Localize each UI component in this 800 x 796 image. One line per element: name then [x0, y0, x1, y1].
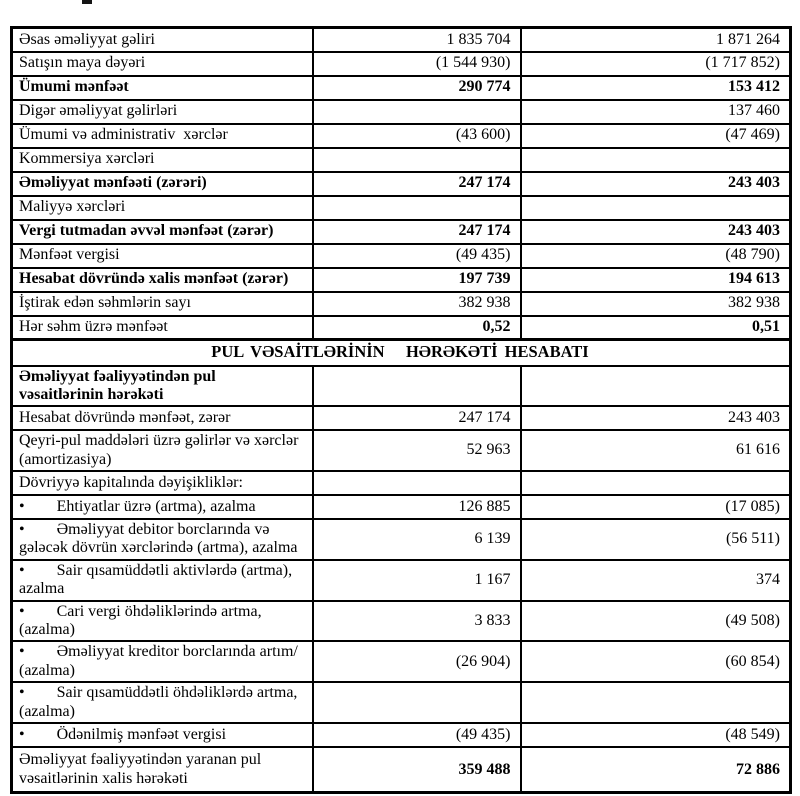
- value-period2: 243 403: [521, 172, 791, 196]
- value-period2: (48 790): [521, 244, 791, 268]
- row-label: Əməliyyat fəaliyyətindən pul vəsaitlərinin hərəkəti: [12, 366, 313, 407]
- row-label: Əməliyyat fəaliyyətindən yaranan pul vəsaitlərinin xalis hərəkəti: [12, 747, 313, 793]
- value-period1: (43 600): [313, 124, 521, 148]
- table-row-total: [12, 220, 791, 244]
- table-row-total: [12, 172, 791, 196]
- row-label: Mənfəət vergisi: [12, 244, 313, 268]
- row-label: Vergi tutmadan əvvəl mənfəət (zərər): [12, 220, 313, 244]
- value-period1: 290 774: [313, 76, 521, 100]
- cropped-text-fragment: [82, 0, 92, 4]
- value-period1: 247 174: [313, 406, 521, 430]
- value-period1: 197 739: [313, 268, 521, 292]
- row-label: Ümumi və administrativ xərclər: [12, 124, 313, 148]
- section-title: PUL VƏSAİTLƏRİNİN HƏRƏKƏTİ HESABATI: [12, 340, 791, 366]
- table-row-bullet: [12, 723, 791, 747]
- table-row: [12, 430, 791, 471]
- value-period2: (56 511): [521, 519, 791, 560]
- row-label: Əsas əməliyyat gəliri: [12, 28, 313, 52]
- value-period1: [313, 100, 521, 124]
- row-label: Kommersiya xərcləri: [12, 148, 313, 172]
- table-row: [12, 471, 791, 495]
- row-label: Qeyri-pul maddələri üzrə gəlirlər və xərclər (amortizasiya): [12, 430, 313, 471]
- value-period1: [313, 682, 521, 723]
- row-label: İştirak edən səhmlərin sayı: [12, 292, 313, 316]
- value-period2: 0,51: [521, 316, 791, 340]
- table-row-bullet: [12, 641, 791, 682]
- value-period1: 359 488: [313, 747, 521, 793]
- cash-flow-section: [12, 340, 791, 793]
- row-label: • Əməliyyat debitor borclarında və gələcək dövrün xərclərində (artma), azalma: [12, 519, 313, 560]
- value-period2: 374: [521, 560, 791, 601]
- value-period1: [313, 471, 521, 495]
- value-period2: 153 412: [521, 76, 791, 100]
- table-row: [12, 148, 791, 172]
- value-period2: [521, 148, 791, 172]
- table-row-total: [12, 76, 791, 100]
- table-row-bullet: [12, 682, 791, 723]
- table-row-bullet: [12, 560, 791, 601]
- value-period1: 6 139: [313, 519, 521, 560]
- value-period1: 52 963: [313, 430, 521, 471]
- row-label: • Əməliyyat kreditor borclarında artım/ (azalma): [12, 641, 313, 682]
- financial-statement-table: [10, 26, 792, 794]
- value-period1: 247 174: [313, 220, 521, 244]
- value-period2: (48 549): [521, 723, 791, 747]
- table-row-bullet: [12, 495, 791, 519]
- table-row: [12, 124, 791, 148]
- value-period2: [521, 471, 791, 495]
- row-label: Digər əməliyyat gəlirləri: [12, 100, 313, 124]
- value-period2: 243 403: [521, 220, 791, 244]
- value-period1: 382 938: [313, 292, 521, 316]
- row-label: Dövriyyə kapitalında dəyişikliklər:: [12, 471, 313, 495]
- value-period1: [313, 148, 521, 172]
- table-row: [12, 244, 791, 268]
- row-label: • Cari vergi öhdəliklərində artma, (azalma): [12, 601, 313, 642]
- table-row: [12, 28, 791, 52]
- value-period1: 0,52: [313, 316, 521, 340]
- table-row: [12, 100, 791, 124]
- row-label: Hesabat dövründə mənfəət, zərər: [12, 406, 313, 430]
- row-label: Satışın maya dəyəri: [12, 52, 313, 76]
- value-period2: 243 403: [521, 406, 791, 430]
- value-period1: 247 174: [313, 172, 521, 196]
- value-period2: 61 616: [521, 430, 791, 471]
- value-period2: [521, 682, 791, 723]
- row-label: Hər səhm üzrə mənfəət: [12, 316, 313, 340]
- value-period2: 137 460: [521, 100, 791, 124]
- row-label: • Ödənilmiş mənfəət vergisi: [12, 723, 313, 747]
- value-period1: [313, 366, 521, 407]
- value-period2: (1 717 852): [521, 52, 791, 76]
- row-label: • Ehtiyatlar üzrə (artma), azalma: [12, 495, 313, 519]
- table-row-total: [12, 268, 791, 292]
- row-label: Maliyyə xərcləri: [12, 196, 313, 220]
- value-period2: 194 613: [521, 268, 791, 292]
- value-period1: (49 435): [313, 723, 521, 747]
- row-label: • Sair qısamüddətli öhdəliklərdə artma, (azalma): [12, 682, 313, 723]
- value-period2: (49 508): [521, 601, 791, 642]
- value-period2: (60 854): [521, 641, 791, 682]
- table-row: [12, 292, 791, 316]
- table-row-total: [12, 747, 791, 793]
- value-period1: 126 885: [313, 495, 521, 519]
- value-period2: 382 938: [521, 292, 791, 316]
- section-header-row: [12, 340, 791, 366]
- value-period1: 3 833: [313, 601, 521, 642]
- value-period1: (26 904): [313, 641, 521, 682]
- value-period1: (1 544 930): [313, 52, 521, 76]
- table-row: [12, 52, 791, 76]
- table-row: [12, 316, 791, 340]
- value-period1: 1 835 704: [313, 28, 521, 52]
- value-period1: 1 167: [313, 560, 521, 601]
- table-row-bullet: [12, 519, 791, 560]
- value-period2: [521, 366, 791, 407]
- income-statement-section: [12, 28, 791, 340]
- value-period1: (49 435): [313, 244, 521, 268]
- table-row-bullet: [12, 601, 791, 642]
- table-row: [12, 406, 791, 430]
- value-period2: (47 469): [521, 124, 791, 148]
- row-label: Əməliyyat mənfəəti (zərəri): [12, 172, 313, 196]
- row-label: • Sair qısamüddətli aktivlərdə (artma), azalma: [12, 560, 313, 601]
- value-period1: [313, 196, 521, 220]
- row-label: Ümumi mənfəət: [12, 76, 313, 100]
- table-row-subheader: [12, 366, 791, 407]
- value-period2: 72 886: [521, 747, 791, 793]
- table-row: [12, 196, 791, 220]
- value-period2: [521, 196, 791, 220]
- value-period2: 1 871 264: [521, 28, 791, 52]
- value-period2: (17 085): [521, 495, 791, 519]
- row-label: Hesabat dövründə xalis mənfəət (zərər): [12, 268, 313, 292]
